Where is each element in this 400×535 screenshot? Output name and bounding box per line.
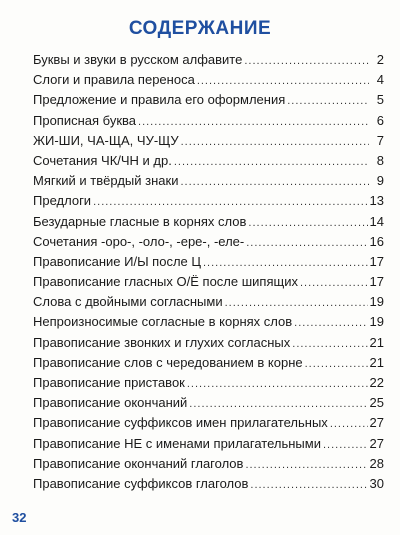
toc-entry — [33, 393, 384, 413]
entry-page-number: 16 — [369, 233, 384, 249]
dot-leader — [248, 213, 367, 233]
toc-entry — [33, 111, 384, 131]
entry-title: Безударные гласные в корнях слов — [33, 213, 247, 229]
entry-title: Слоги и правила переноса — [33, 72, 195, 88]
dot-leader — [203, 253, 368, 273]
dot-leader — [294, 313, 367, 333]
entry-page-number: 19 — [369, 314, 384, 330]
entry-title: Непроизносимые согласные в корнях слов — [33, 314, 293, 330]
toc-entry — [33, 90, 384, 110]
toc-entry — [33, 50, 384, 70]
dot-leader — [189, 394, 367, 414]
toc-entry — [33, 353, 384, 373]
entry-page-number: 13 — [369, 193, 384, 209]
toc-entry — [33, 70, 384, 90]
toc-entry — [33, 171, 384, 191]
entry-title: Правописание И/Ы после Ц — [33, 253, 201, 269]
toc-entry — [33, 454, 384, 474]
dot-leader — [287, 91, 369, 111]
entry-title: Правописание гласных О/Ё после шипящих — [33, 274, 298, 290]
entry-page-number: 27 — [369, 415, 384, 431]
entry-title: Правописание суффиксов глаголов — [33, 475, 249, 491]
entry-page-number: 19 — [369, 294, 384, 310]
dot-leader — [180, 172, 369, 192]
entry-page-number: 17 — [369, 274, 384, 290]
dot-leader — [197, 71, 369, 91]
dot-leader — [323, 435, 368, 455]
dot-leader — [174, 152, 369, 172]
entry-title: Правописание слов с чередованием в корне — [33, 354, 303, 370]
entry-title: ЖИ-ШИ, ЧА-ЩА, ЧУ-ЩУ — [33, 132, 179, 148]
toc-entry — [33, 252, 384, 272]
page-title: СОДЕРЖАНИЕ — [128, 18, 272, 39]
entry-page-number: 5 — [376, 92, 384, 108]
entry-title: Правописание суффиксов имен прилагательных — [33, 415, 328, 431]
toc-entry — [33, 131, 384, 151]
entry-title: Правописание звонких и глухих согласных — [33, 334, 291, 350]
dot-leader — [292, 334, 367, 354]
entry-page-number: 21 — [369, 354, 384, 370]
dot-leader — [138, 112, 369, 132]
page-number: 32 — [12, 510, 27, 525]
dot-leader — [305, 354, 368, 374]
toc-entry — [33, 232, 384, 252]
toc-entry — [33, 151, 384, 171]
dot-leader — [245, 455, 367, 475]
entry-title: Мягкий и твёрдый знаки — [33, 173, 179, 189]
dot-leader — [246, 233, 367, 253]
toc-entry — [33, 434, 384, 454]
dot-leader — [250, 475, 367, 495]
entry-title: Предложение и правила его оформления — [33, 92, 286, 108]
toc-entry — [33, 272, 384, 292]
entry-title: Предлоги — [33, 193, 92, 209]
dot-leader — [225, 293, 368, 313]
dot-leader — [93, 192, 367, 212]
toc-entry — [33, 212, 384, 232]
toc-entry — [33, 373, 384, 393]
entry-page-number: 27 — [369, 435, 384, 451]
entry-title: Правописание приставок — [33, 375, 185, 390]
entry-page-number: 4 — [376, 72, 384, 88]
entry-title: Сочетания -оро-, -оло-, -ере-, -еле- — [33, 233, 245, 249]
entry-page-number: 28 — [369, 455, 384, 471]
dot-leader — [181, 132, 369, 152]
entry-title: Правописание окончаний — [33, 395, 188, 411]
entry-page-number: 25 — [369, 395, 384, 411]
toc-entry — [33, 191, 384, 211]
entry-page-number: 21 — [369, 334, 384, 350]
entry-page-number: 6 — [376, 112, 384, 128]
entry-page-number: 22 — [369, 375, 384, 390]
entry-page-number: 30 — [369, 475, 384, 491]
entry-title: Сочетания ЧК/ЧН и др. — [33, 152, 172, 168]
entry-title: Правописание окончаний глаголов — [33, 455, 244, 471]
entry-title: Прописная буква — [33, 112, 137, 128]
entry-page-number: 8 — [376, 152, 384, 168]
toc-entry — [33, 312, 384, 332]
entry-page-number: 9 — [376, 173, 384, 189]
toc-entry — [33, 292, 384, 312]
entry-title: Правописание НЕ с именами прилагательными — [33, 435, 321, 451]
entry-page-number: 17 — [369, 253, 384, 269]
entry-page-number: 2 — [376, 52, 384, 67]
toc-entry — [33, 413, 384, 433]
entry-title: Слова с двойными согласными — [33, 294, 223, 310]
entry-page-number: 14 — [369, 213, 384, 229]
dot-leader — [330, 414, 368, 434]
dot-leader — [187, 374, 368, 394]
entry-page-number: 7 — [376, 132, 384, 148]
dot-leader — [300, 273, 368, 293]
table-of-contents — [33, 50, 384, 494]
toc-entry — [33, 474, 384, 494]
dot-leader — [244, 51, 369, 71]
entry-title: Буквы и звуки в русском алфавите — [33, 52, 243, 67]
toc-entry — [33, 333, 384, 353]
